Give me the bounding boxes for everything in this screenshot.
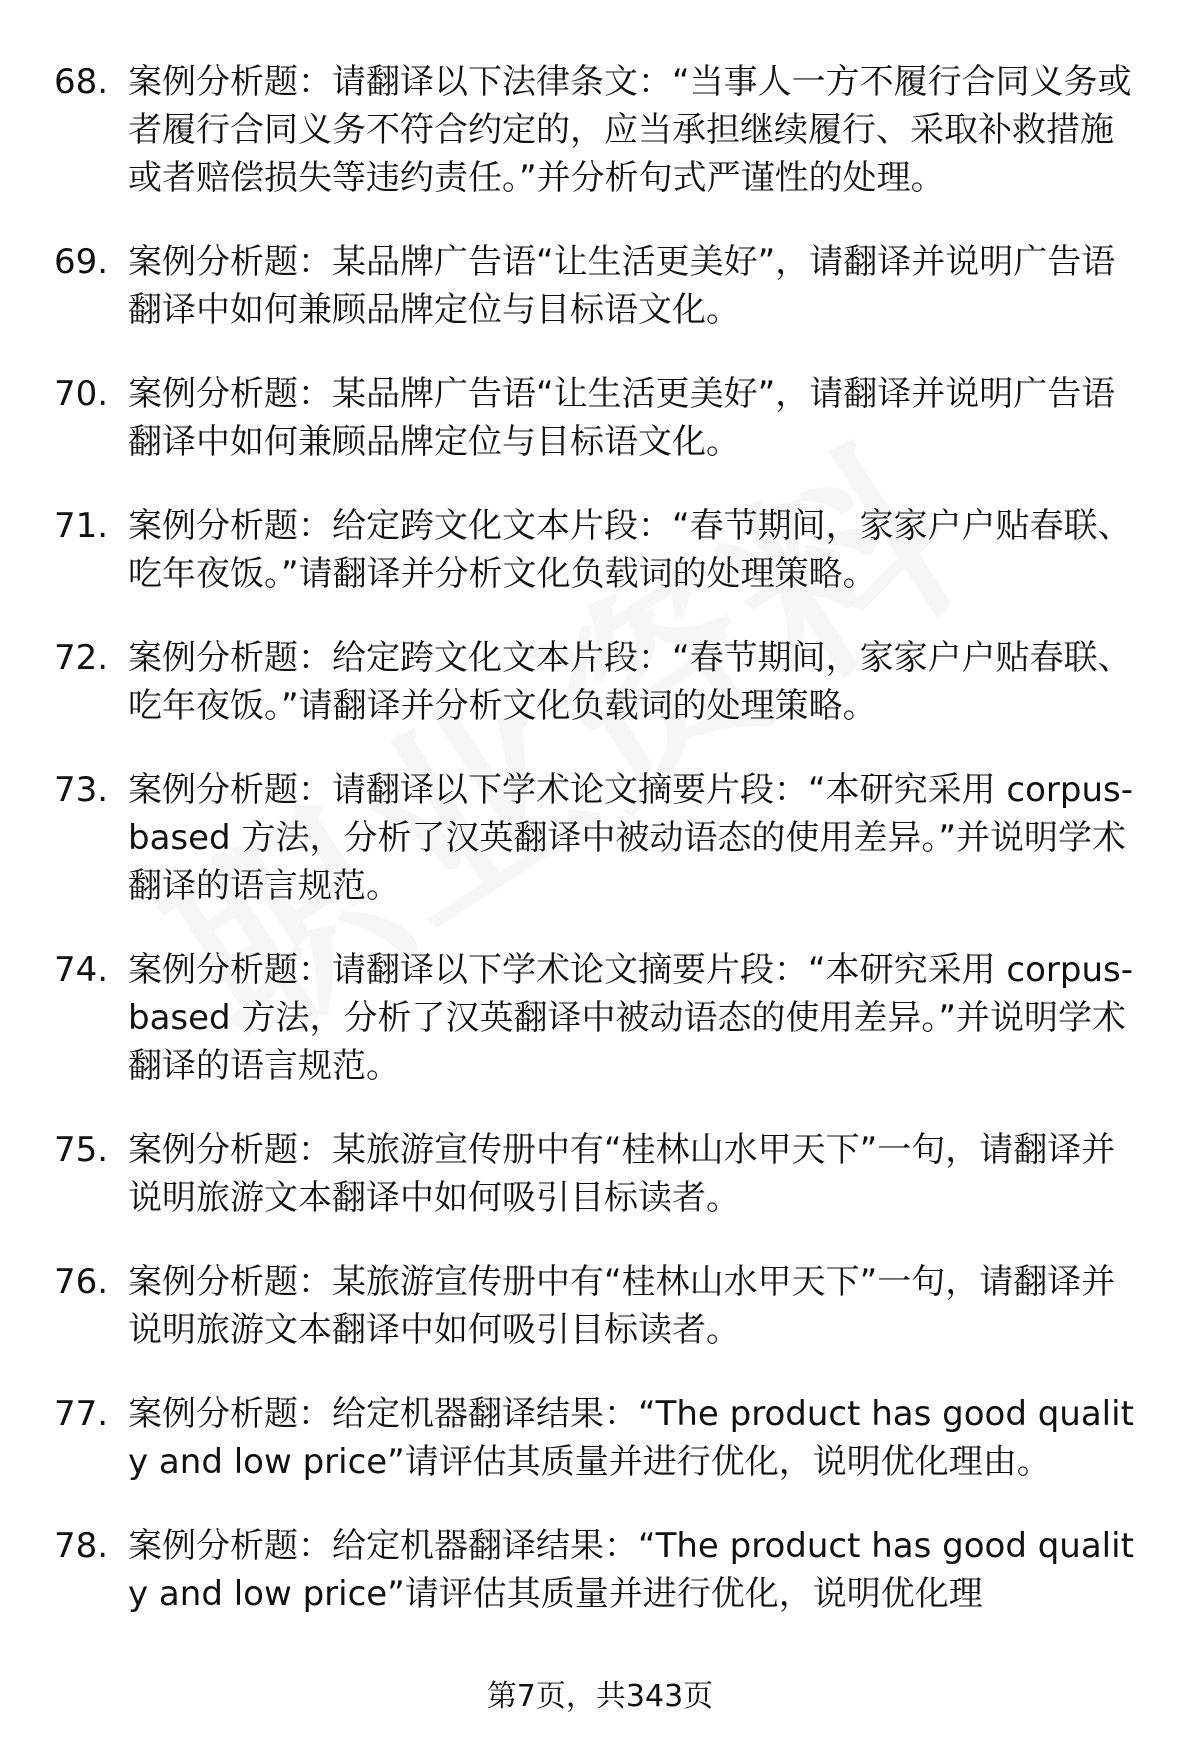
question-number: 71. [54, 506, 109, 546]
question-text: 案例分析题：请翻译以下学术论文摘要片段：“本研究采用 corpus-based 方法，分析了汉英翻译中被动语态的使用差异。”并说明学术翻译的语言规范。 [128, 770, 1134, 906]
question-number: 69. [54, 242, 109, 282]
question-item [0, 58, 1200, 202]
question-item [0, 634, 1200, 730]
question-text: 案例分析题：某旅游宣传册中有“桂林山水甲天下”一句，请翻译并说明旅游文本翻译中如何吸引目标读者。 [128, 1130, 1116, 1218]
question-text: 案例分析题：请翻译以下法律条文：“当事人一方不履行合同义务或者履行合同义务不符合约定的，应当承担继续履行、采取补救措施或者赔偿损失等违约责任。”并分析句式严谨性的处理。 [128, 62, 1132, 198]
question-number: 77. [54, 1394, 109, 1434]
question-text: 案例分析题：给定机器翻译结果：“The product has good quality and low price”请评估其质量并进行优化，说明优化理由。 [128, 1394, 1134, 1482]
question-text: 案例分析题：给定跨文化文本片段：“春节期间，家家户户贴春联、吃年夜饭。”请翻译并分析文化负载词的处理策略。 [128, 638, 1132, 726]
question-number: 70. [54, 374, 109, 414]
question-number: 74. [54, 950, 109, 990]
question-number: 68. [54, 62, 109, 102]
question-text: 案例分析题：某品牌广告语“让生活更美好”，请翻译并说明广告语翻译中如何兼顾品牌定位与目标语文化。 [128, 242, 1116, 330]
question-text: 案例分析题：某品牌广告语“让生活更美好”，请翻译并说明广告语翻译中如何兼顾品牌定位与目标语文化。 [128, 374, 1116, 462]
question-item [0, 238, 1200, 334]
question-item [0, 1390, 1200, 1486]
question-number: 76. [54, 1262, 109, 1302]
page-footer: 第7页，共343页 [486, 1679, 714, 1714]
question-text: 案例分析题：给定机器翻译结果：“The product has good quality and low price”请评估其质量并进行优化，说明优化理 [128, 1526, 1134, 1614]
question-item [0, 1126, 1200, 1222]
question-item [0, 502, 1200, 598]
question-number: 78. [54, 1526, 109, 1566]
question-list [0, 58, 1200, 1654]
question-text: 案例分析题：请翻译以下学术论文摘要片段：“本研究采用 corpus-based 方法，分析了汉英翻译中被动语态的使用差异。”并说明学术翻译的语言规范。 [128, 950, 1134, 1086]
question-item [0, 370, 1200, 466]
question-item [0, 946, 1200, 1090]
question-item [0, 766, 1200, 910]
question-text: 案例分析题：给定跨文化文本片段：“春节期间，家家户户贴春联、吃年夜饭。”请翻译并分析文化负载词的处理策略。 [128, 506, 1132, 594]
question-text: 案例分析题：某旅游宣传册中有“桂林山水甲天下”一句，请翻译并说明旅游文本翻译中如何吸引目标读者。 [128, 1262, 1116, 1350]
question-number: 73. [54, 770, 109, 810]
question-number: 75. [54, 1130, 109, 1170]
question-item [0, 1522, 1200, 1618]
question-item [0, 1258, 1200, 1354]
question-number: 72. [54, 638, 109, 678]
